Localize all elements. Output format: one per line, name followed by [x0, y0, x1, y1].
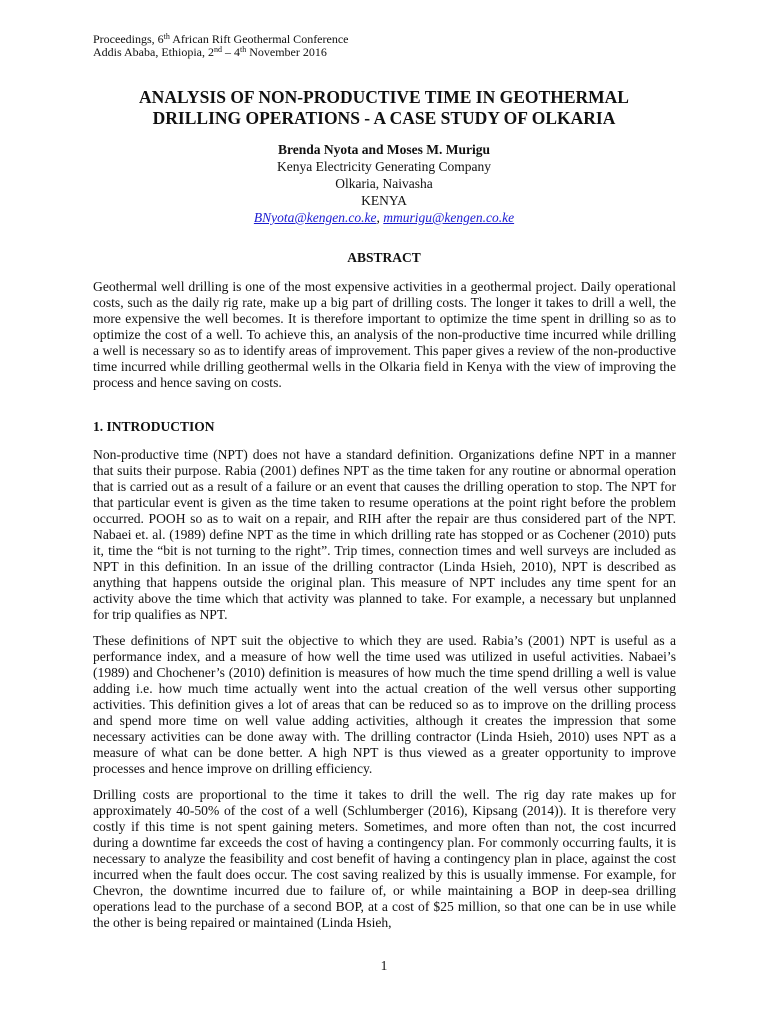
- header-superscript: th: [239, 45, 247, 54]
- author-affiliation: Kenya Electricity Generating Company: [276, 159, 492, 174]
- introduction-paragraph-2: These definitions of NPT suit the objective to which they are used. Rabia’s (2001) NPT is useful as a performance index, and a measure of how well the time used was utilized in useful activities. Nabaei’s (1989) and Chochener’s (2010) definition is measures of how much the time spend drilling a well is value adding i.e. how much time actually went into the actual creation of the well versus other supporting activities. This definition gives a lot of areas that can be reduced so as to improve on the drilling process and spend more time on well value adding activities, although it creates the impression that some necessary activities can be done away with. The drilling contractor (Linda Hsieh, 2010) uses NPT as a measure of what can be done better. A high NPT is thus viewed as a greater opportunity to improve processes and hence improve on drilling efficiency.: [93, 633, 676, 777]
- introduction-paragraph-3: Drilling costs are proportional to the time it takes to drill the well. The rig day rate makes up for approximately 40-50% of the cost of a well (Schlumberger (2016), Kipsang (2014)). It is therefore very costly if this time is not spent gaining meters. Sometimes, and more often than not, the cost incurred during a downtime far exceeds the cost of having a contingency plan. For commonly occurring faults, it is necessary to analyze the feasibility and cost benefit of having a contingency plan in place, against the cost incurred when the fault does occur. The cost saving realized by this is usually immense. For example, for Chevron, the downtime incurred due to failure of, or while maintaining a BOP in deep-sea drilling operations lead to the purchase of a second BOP, at a cost of $25 million, so that one can be in use while the other is being repaired or maintained (Linda Hsieh,: [93, 787, 676, 931]
- introduction-heading: 1. INTRODUCTION: [93, 419, 215, 434]
- abstract-heading: ABSTRACT: [347, 250, 421, 265]
- page-number: 1: [380, 958, 388, 973]
- author-names: Brenda Nyota and Moses M. Murigu: [277, 142, 490, 157]
- header-text: – 4: [221, 45, 240, 59]
- author-block: [60, 141, 708, 226]
- author-emails: [60, 209, 708, 226]
- author-country: KENYA: [361, 193, 407, 208]
- title-line-2: DRILLING OPERATIONS - A CASE STUDY OF OLKARIA: [152, 108, 616, 128]
- introduction-paragraph-1: Non-productive time (NPT) does not have a standard definition. Organizations define NPT in a manner that suits their purpose. Rabia (2001) defines NPT as the time taken for any routine or abnormal operation that is carried out as a result of a failure or an event that causes the drilling operation to stop. The NPT for that particular event is given as the time taken to resume operations at the point right before the problem occurred. POOH so as to wait on a repair, and RIH after the repair are thus considered part of the NPT. Nabaei et. al. (1989) define NPT as the time in which drilling rate has stopped or as Cochener (2010) puts it, time the “bit is not turning to the right”. Trip times, connection times and well surveys are included as NPT in this definition. In an issue of the drilling contractor (Linda Hsieh, 2010), NPT is described as anything that happens outside the original plan. This measure of NPT includes any time spent for an activity above the time which that activity was planned to take. For example, a necessary but unplanned for trip qualifies as NPT.: [93, 447, 676, 623]
- header-text: Proceedings, 6: [93, 32, 164, 46]
- conference-header: [93, 33, 348, 59]
- paper-title: [60, 87, 708, 129]
- email-separator: ,: [376, 210, 384, 225]
- header-superscript: nd: [213, 45, 222, 54]
- email-link-nyota[interactable]: BNyota@kengen.co.ke: [253, 210, 377, 225]
- header-text: African Rift Geothermal Conference: [169, 32, 349, 46]
- author-location: Olkaria, Naivasha: [335, 176, 433, 191]
- email-link-murigu[interactable]: mmurigu@kengen.co.ke: [383, 210, 515, 225]
- title-line-1: ANALYSIS OF NON-PRODUCTIVE TIME IN GEOTHERMAL: [139, 87, 629, 107]
- header-superscript: th: [163, 32, 170, 41]
- abstract-text: Geothermal well drilling is one of the most expensive activities in a geothermal project. Daily operational costs, such as the daily rig rate, make up a big part of drilling costs. The longer it takes to drill a well, the more expensive the well becomes. It is therefore important to optimize the time spent in drilling so as to optimize the cost of a well. To achieve this, an analysis of the non-productive time incurred while drilling a well is necessary so as to identify areas of improvement. This paper gives a review of the non-productive time incurred while drilling geothermal wells in the Olkaria field in Kenya with the view of improving the process and hence saving on costs.: [93, 279, 676, 391]
- header-text: November 2016: [246, 45, 327, 59]
- header-text: Addis Ababa, Ethiopia, 2: [93, 45, 214, 59]
- conference-location-line: [93, 46, 348, 59]
